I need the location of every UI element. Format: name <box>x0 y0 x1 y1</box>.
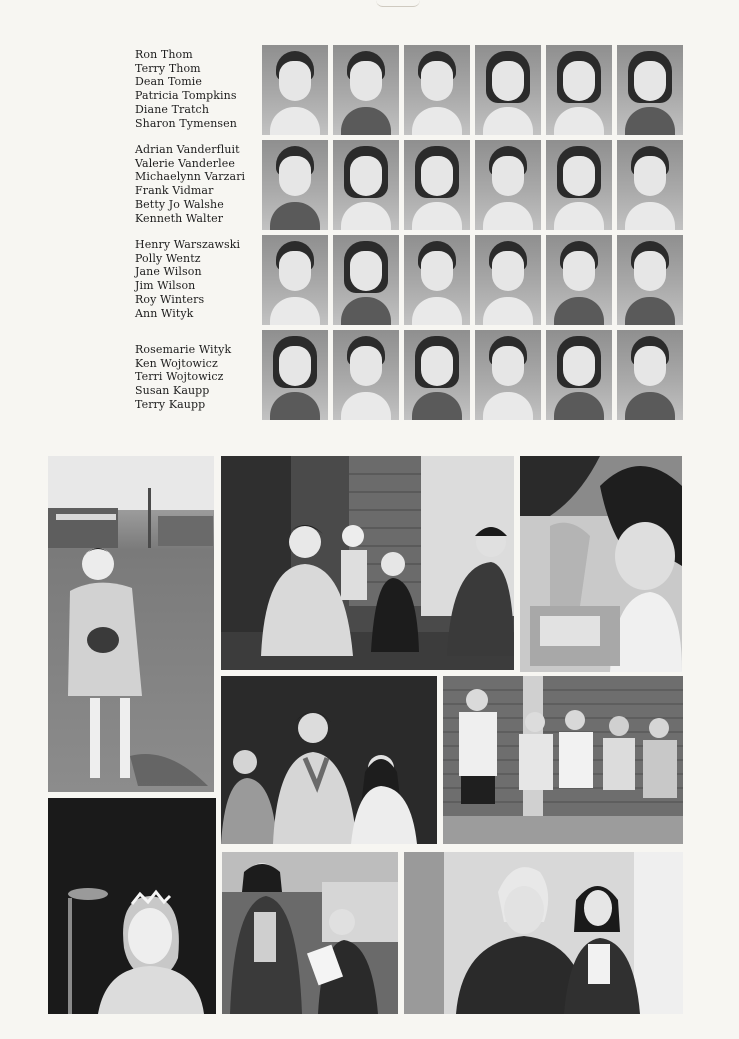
portrait-michaelynn-varzari <box>404 140 470 230</box>
photo-costume-trio <box>221 676 437 844</box>
portrait-terry-kaupp <box>617 330 683 420</box>
portrait-ann-wityk <box>617 235 683 325</box>
photo-group-brick-wall <box>443 676 683 844</box>
student-name: Valerie Vanderlee <box>135 156 235 170</box>
photo-students-brick-wall-scene <box>221 456 514 670</box>
photo-hallway-students <box>222 852 398 1014</box>
portrait-diane-tratch <box>546 45 612 135</box>
student-name: Sharon Tymensen <box>135 116 237 130</box>
name-list-row-3 <box>135 238 255 320</box>
student-name: Terry Kaupp <box>135 397 206 411</box>
photo-tiara-stage <box>48 798 216 1014</box>
portrait-frank-vidmar <box>475 140 541 230</box>
name-list-row-1 <box>135 48 255 130</box>
portrait-rosemarie-wityk <box>262 330 328 420</box>
portrait-jim-wilson <box>475 235 541 325</box>
portrait-susan-kaupp-2 <box>546 330 612 420</box>
photo-group-brick-wall-scene <box>443 676 683 844</box>
photo-girls-closeup <box>520 456 682 672</box>
student-name: Patricia Tompkins <box>135 89 237 103</box>
photo-tiara-stage-scene <box>48 798 216 1014</box>
student-name: Ann Wityk <box>135 306 194 320</box>
portrait-patricia-tompkins <box>475 45 541 135</box>
name-list-row-4 <box>135 343 255 412</box>
student-name: Rosemarie Wityk <box>135 343 232 356</box>
photo-football-field <box>48 456 214 792</box>
photo-students-brick-wall <box>221 456 514 670</box>
photo-hallway-students-scene <box>222 852 398 1014</box>
student-name: Jim Wilson <box>135 279 196 293</box>
portrait-ron-thom <box>262 45 328 135</box>
student-name: Roy Winters <box>135 292 205 306</box>
portrait-betty-jo-walshe <box>546 140 612 230</box>
portrait-terri-wojtowicz <box>404 330 470 420</box>
portrait-terry-thom <box>333 45 399 135</box>
binding-mark <box>376 0 420 7</box>
portrait-susan-kaupp <box>475 330 541 420</box>
student-name: Dean Tomie <box>135 75 203 89</box>
portrait-dean-tomie <box>404 45 470 135</box>
student-name: Betty Jo Walshe <box>135 197 224 211</box>
student-name: Henry Warszawski <box>135 238 241 251</box>
portrait-adrian-vanderfluit <box>262 140 328 230</box>
portrait-sharon-tymensen <box>617 45 683 135</box>
portrait-valerie-vanderlee <box>333 140 399 230</box>
student-name: Polly Wentz <box>135 251 201 265</box>
student-name: Diane Tratch <box>135 102 210 116</box>
student-name: Ron Thom <box>135 48 193 61</box>
photo-two-girls-laughing-scene <box>404 852 683 1014</box>
photo-costume-trio-scene <box>221 676 437 844</box>
portrait-henry-warszawski <box>262 235 328 325</box>
photo-football-field-scene <box>48 456 214 792</box>
name-list-row-2 <box>135 143 255 225</box>
student-name: Susan Kaupp <box>135 384 210 398</box>
student-name: Terri Wojtowicz <box>135 370 224 384</box>
photo-girls-closeup-scene <box>520 456 682 672</box>
student-name: Terry Thom <box>135 61 201 75</box>
student-name: Frank Vidmar <box>135 184 214 198</box>
photo-two-girls-laughing <box>404 852 683 1014</box>
student-name: Kenneth Walter <box>135 211 224 225</box>
portrait-roy-winters <box>546 235 612 325</box>
portrait-ken-wojtowicz <box>333 330 399 420</box>
student-name: Adrian Vanderfluit <box>135 143 240 156</box>
student-name: Michaelynn Varzari <box>135 170 246 184</box>
portrait-kenneth-walter <box>617 140 683 230</box>
portrait-polly-wentz <box>333 235 399 325</box>
student-name: Ken Wojtowicz <box>135 356 218 370</box>
portrait-jane-wilson <box>404 235 470 325</box>
student-name: Jane Wilson <box>135 265 202 279</box>
